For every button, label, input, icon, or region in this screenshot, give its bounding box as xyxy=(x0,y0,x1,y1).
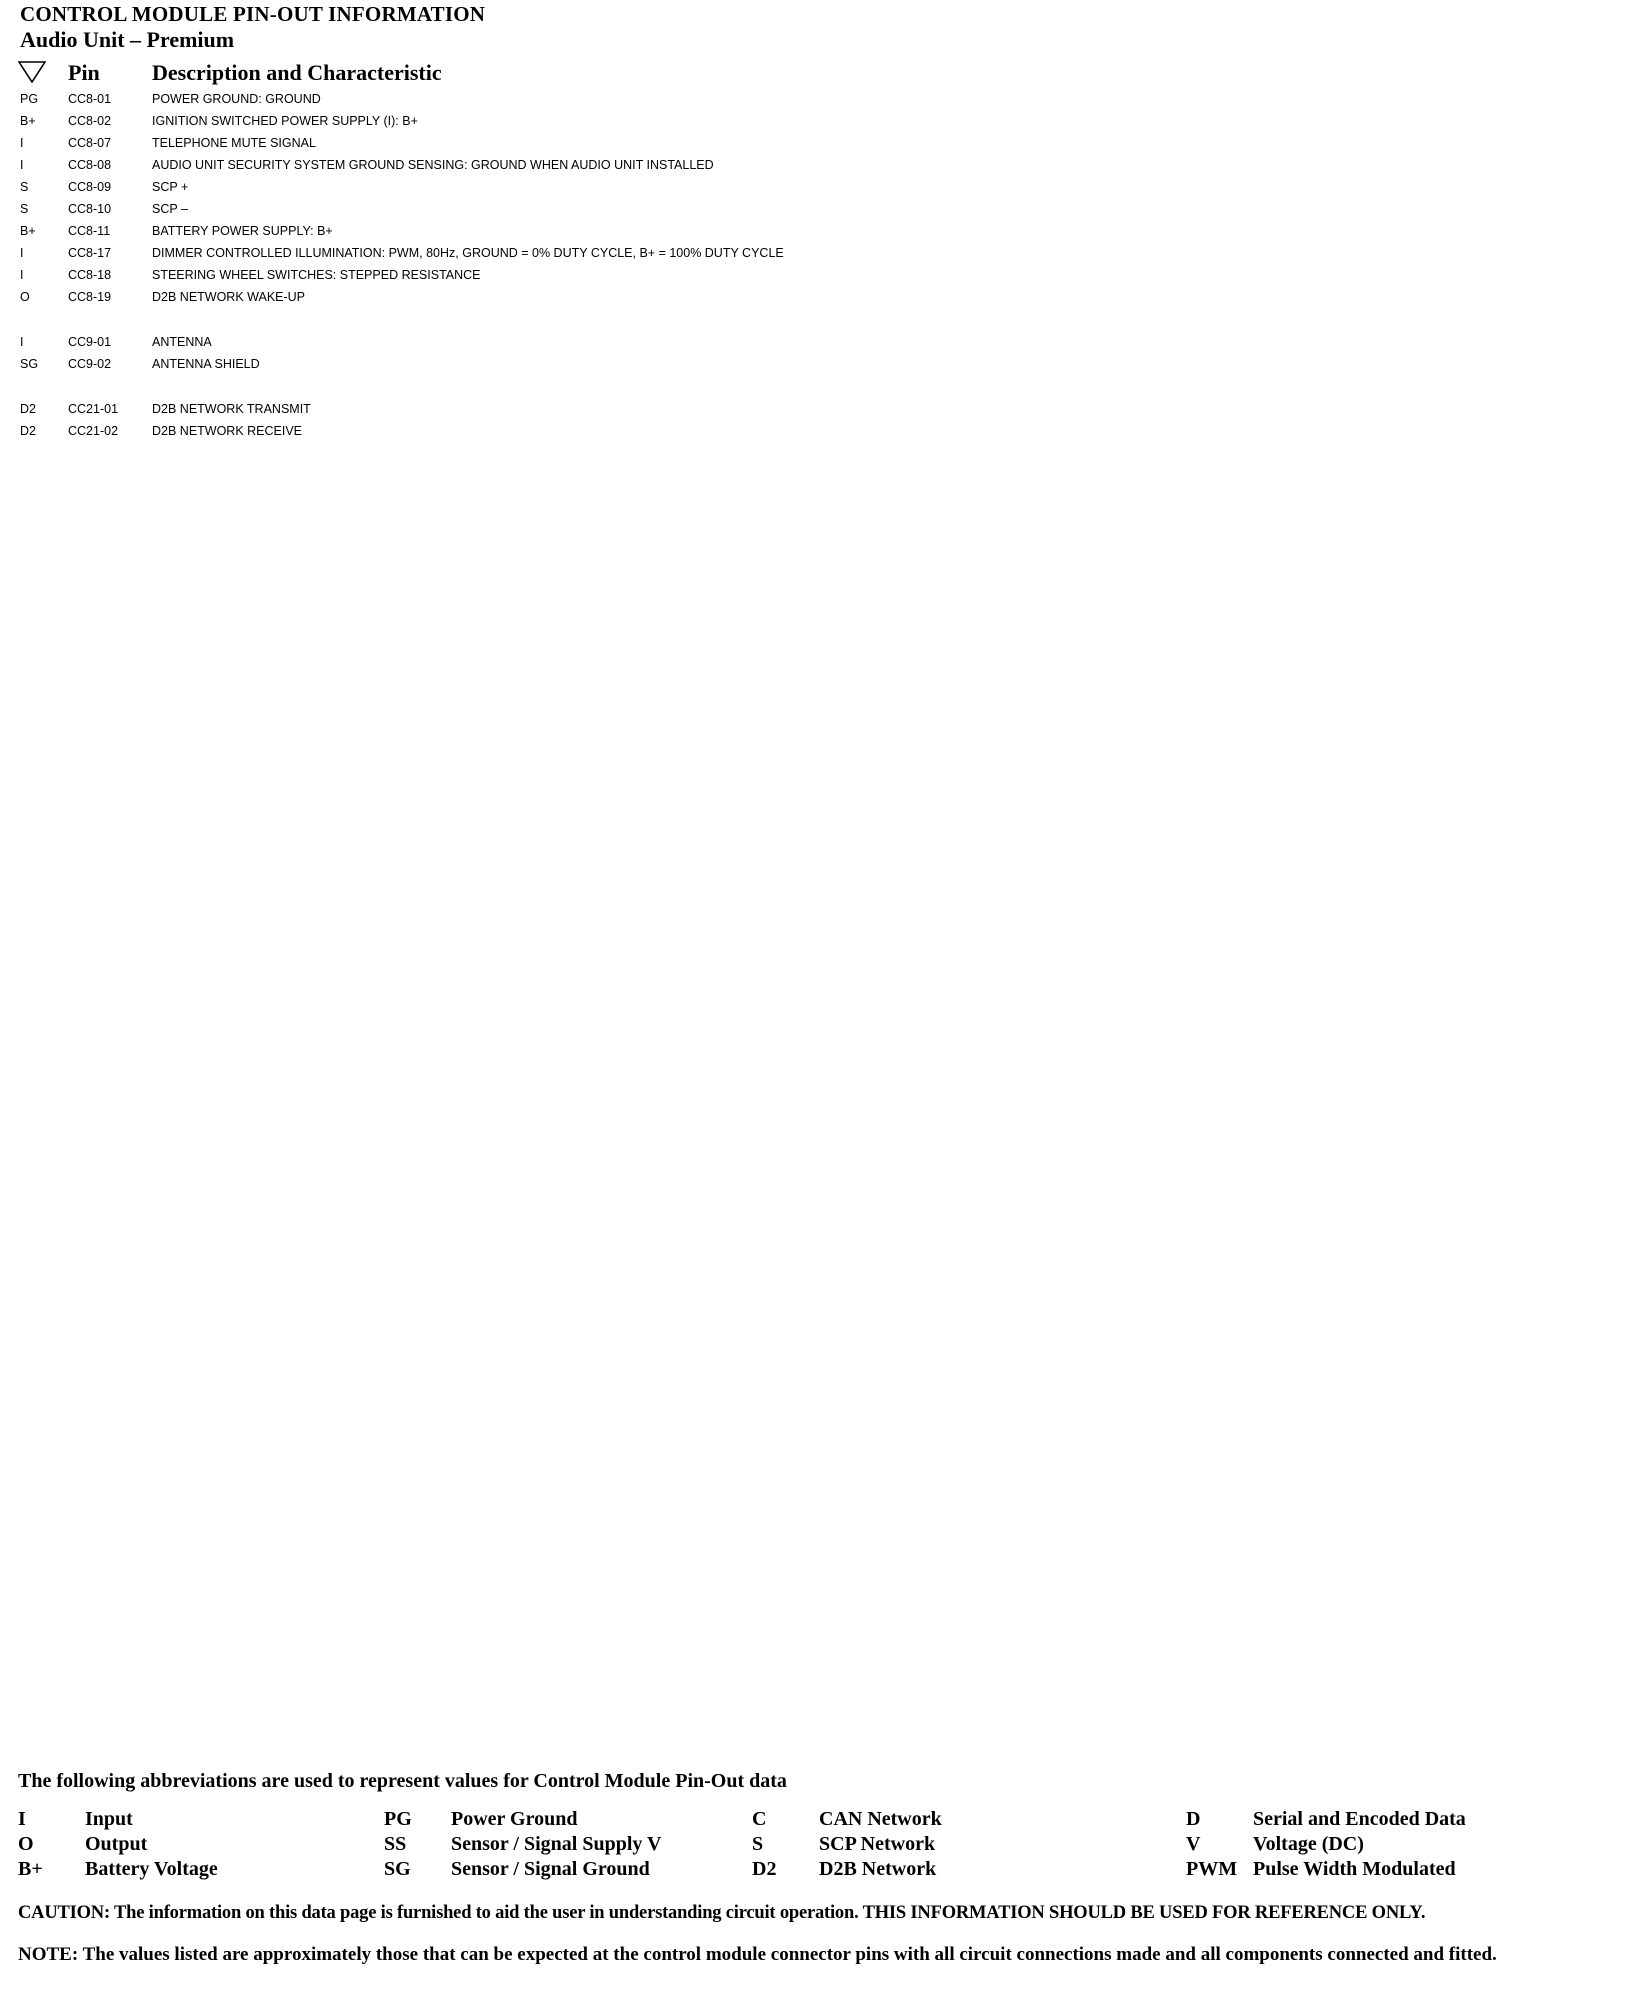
abbr-code: SS xyxy=(384,1833,407,1855)
signal-type: I xyxy=(20,136,24,150)
table-row xyxy=(0,180,1000,200)
signal-type: I xyxy=(20,268,24,282)
pin-id: CC8-19 xyxy=(68,290,112,304)
table-row xyxy=(0,357,1000,377)
abbr-meaning: Output xyxy=(85,1833,148,1855)
signal-type: B+ xyxy=(20,224,36,238)
table-row xyxy=(0,92,1000,112)
pin-description: TELEPHONE MUTE SIGNAL xyxy=(152,136,316,150)
abbr-meaning: Voltage (DC) xyxy=(1253,1833,1364,1855)
module-name: Audio Unit – Premium xyxy=(20,27,235,52)
table-row xyxy=(0,136,1000,156)
table-row xyxy=(0,335,1000,355)
pin-id: CC8-11 xyxy=(68,224,111,238)
pin-id: CC9-01 xyxy=(68,335,112,349)
signal-type: I xyxy=(20,158,24,172)
caution-text: CAUTION: The information on this data page is furnished to aid the user in understanding circuit operation. THIS INFORMATION SHOULD BE USED FOR REFERENCE ONLY. xyxy=(18,1903,1426,1923)
abbr-meaning: SCP Network xyxy=(819,1833,936,1855)
abbreviations-intro: The following abbreviations are used to represent values for Control Module Pin-Out data xyxy=(18,1770,787,1792)
pin-description: D2B NETWORK WAKE-UP xyxy=(152,290,306,304)
signal-type: SG xyxy=(20,357,39,371)
column-header-description: Description and Characteristic xyxy=(152,60,442,85)
abbr-code: S xyxy=(752,1833,764,1855)
abbr-code: B+ xyxy=(18,1858,43,1880)
abbr-code: V xyxy=(1186,1833,1201,1855)
pin-id: CC21-02 xyxy=(68,424,119,438)
abbr-code: SG xyxy=(384,1858,411,1880)
table-row xyxy=(0,246,1000,266)
pin-id: CC8-02 xyxy=(68,114,112,128)
pin-description: ANTENNA xyxy=(152,335,212,349)
pin-id: CC8-17 xyxy=(68,246,112,260)
signal-type: S xyxy=(20,180,29,194)
table-row xyxy=(0,402,1000,422)
signal-type: O xyxy=(20,290,30,304)
column-header-pin: Pin xyxy=(68,60,100,85)
triangle-down-icon xyxy=(18,61,46,83)
signal-type: PG xyxy=(20,92,39,106)
note-text: NOTE: The values listed are approximately those that can be expected at the control module connector pins with all circuit connections made and all components connected and fitted. xyxy=(18,1944,1497,1965)
abbr-code: I xyxy=(18,1808,26,1830)
table-row xyxy=(0,424,1000,444)
pin-description: AUDIO UNIT SECURITY SYSTEM GROUND SENSING: GROUND WHEN AUDIO UNIT INSTALLED xyxy=(152,158,714,172)
page-title: CONTROL MODULE PIN-OUT INFORMATION xyxy=(20,2,486,26)
pin-description: DIMMER CONTROLLED ILLUMINATION: PWM, 80Hz, GROUND = 0% DUTY CYCLE, B+ = 100% DUTY CYCLE xyxy=(152,246,784,260)
abbr-meaning: Sensor / Signal Ground xyxy=(451,1858,650,1880)
table-row xyxy=(0,290,1000,310)
abbr-code: D xyxy=(1186,1808,1201,1830)
signal-type: B+ xyxy=(20,114,36,128)
abbr-meaning: Battery Voltage xyxy=(85,1858,218,1880)
pin-id: CC8-08 xyxy=(68,158,112,172)
table-row xyxy=(0,114,1000,134)
signal-type: I xyxy=(20,335,24,349)
signal-type: I xyxy=(20,246,24,260)
pin-description: D2B NETWORK TRANSMIT xyxy=(152,402,311,416)
pin-description: STEERING WHEEL SWITCHES: STEPPED RESISTANCE xyxy=(152,268,481,282)
pin-description: POWER GROUND: GROUND xyxy=(152,92,321,106)
pin-id: CC8-18 xyxy=(68,268,112,282)
abbr-meaning: D2B Network xyxy=(819,1858,937,1880)
pin-description: ANTENNA SHIELD xyxy=(152,357,260,371)
abbr-code: PG xyxy=(384,1808,412,1830)
table-header xyxy=(0,56,1000,88)
signal-type: D2 xyxy=(20,402,36,416)
abbr-meaning: Pulse Width Modulated xyxy=(1253,1858,1456,1880)
pin-id: CC8-07 xyxy=(68,136,112,150)
pin-id: CC8-01 xyxy=(68,92,112,106)
pin-description: BATTERY POWER SUPPLY: B+ xyxy=(152,224,333,238)
abbr-meaning: Serial and Encoded Data xyxy=(1253,1808,1466,1830)
pin-description: SCP – xyxy=(152,202,188,216)
abbr-meaning: Power Ground xyxy=(451,1808,578,1830)
abbr-code: D2 xyxy=(752,1858,777,1880)
table-row xyxy=(0,268,1000,288)
pin-id: CC8-10 xyxy=(68,202,112,216)
pin-id: CC9-02 xyxy=(68,357,112,371)
pin-id: CC21-01 xyxy=(68,402,119,416)
abbr-meaning: CAN Network xyxy=(819,1808,942,1830)
table-row xyxy=(0,158,1000,178)
pin-description: IGNITION SWITCHED POWER SUPPLY (I): B+ xyxy=(152,114,418,128)
signal-type: D2 xyxy=(20,424,36,438)
pin-id: CC8-09 xyxy=(68,180,112,194)
pin-description: SCP + xyxy=(152,180,189,194)
abbr-code: O xyxy=(18,1833,34,1855)
abbr-code: C xyxy=(752,1808,767,1830)
abbr-meaning: Input xyxy=(85,1808,133,1830)
abbr-code: PWM xyxy=(1186,1858,1238,1880)
abbr-meaning: Sensor / Signal Supply V xyxy=(451,1833,662,1855)
signal-type: S xyxy=(20,202,29,216)
table-row xyxy=(0,202,1000,222)
table-row xyxy=(0,224,1000,244)
pin-description: D2B NETWORK RECEIVE xyxy=(152,424,303,438)
